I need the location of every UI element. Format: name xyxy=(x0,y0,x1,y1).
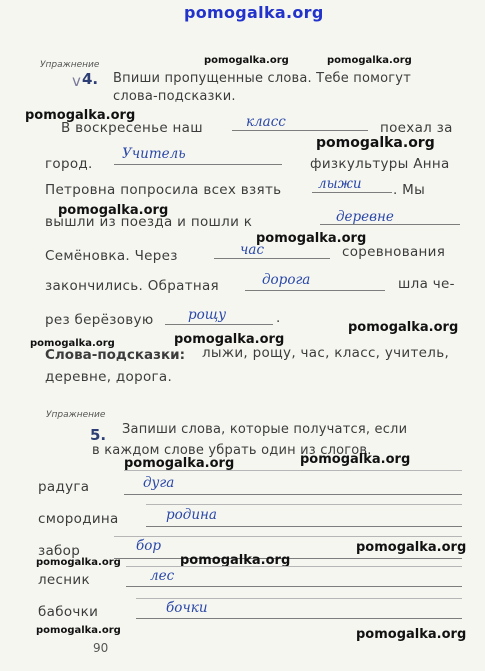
handwritten-answer: лыжи xyxy=(318,176,362,192)
exercise-task-line: в каждом слове убрать один из слогов. xyxy=(92,443,372,458)
answer-line xyxy=(146,526,462,527)
handwritten-answer: рощу xyxy=(188,307,227,323)
handwritten-answer: дуга xyxy=(143,475,175,491)
watermark: pomogalka.org xyxy=(316,135,435,151)
exercise-label: Упражнение xyxy=(46,410,106,420)
handwritten-answer: бочки xyxy=(166,600,208,616)
handwritten-answer: Учитель xyxy=(122,146,186,162)
answer-line xyxy=(320,224,460,225)
hints-title: Слова-подсказки: xyxy=(45,347,185,363)
answer-line xyxy=(136,618,462,619)
exercise-number: 4. xyxy=(82,70,99,88)
exercise-label: Упражнение xyxy=(40,60,100,70)
exercise-task-line: Впиши пропущенные слова. Тебе помогут xyxy=(113,71,411,86)
exercise-task-line: Запиши слова, которые получатся, если xyxy=(122,422,408,437)
word: лесник xyxy=(38,572,90,588)
text-fragment: . Мы xyxy=(393,182,426,198)
watermark: pomogalka.org xyxy=(327,55,412,66)
handwritten-answer: родина xyxy=(166,507,217,523)
text-fragment: В воскресенье наш xyxy=(61,120,203,136)
text-fragment: физкультуры Анна xyxy=(310,156,450,172)
watermark: pomogalka.org xyxy=(36,557,121,568)
exercise-number: 5. xyxy=(90,426,107,444)
answer-line xyxy=(114,164,282,165)
handwritten-answer: класс xyxy=(246,114,286,130)
text-fragment: соревнования xyxy=(342,244,446,260)
watermark: pomogalka.org xyxy=(180,553,291,568)
watermark: pomogalka.org xyxy=(356,627,467,642)
answer-line xyxy=(232,130,368,131)
watermark: pomogalka.org xyxy=(356,540,467,555)
text-fragment: Петровна попросила всех взять xyxy=(45,182,282,198)
answer-line xyxy=(165,324,273,325)
watermark: pomogalka.org xyxy=(124,456,235,471)
handwritten-answer: лес xyxy=(150,568,175,584)
word: радуга xyxy=(38,479,90,495)
watermark: pomogalka.org xyxy=(58,203,169,218)
hints-text: деревне, дорога. xyxy=(45,369,173,385)
answer-line xyxy=(124,494,462,495)
answer-line xyxy=(312,192,392,193)
page-number: 90 xyxy=(93,641,109,655)
hints-text: лыжи, рощу, час, класс, учитель, xyxy=(202,345,450,361)
handwritten-answer: бор xyxy=(136,538,162,554)
watermark: pomogalka.org xyxy=(174,332,285,347)
answer-line xyxy=(214,258,330,259)
text-fragment: рез берёзовую xyxy=(45,312,154,328)
handwritten-answer: дорога xyxy=(262,272,311,288)
word: забор xyxy=(38,543,81,559)
answer-line xyxy=(245,290,385,291)
text-fragment: поехал за xyxy=(380,120,453,136)
watermark: pomogalka.org xyxy=(300,452,411,467)
text-fragment: . xyxy=(276,310,281,326)
ruled-line xyxy=(124,470,462,471)
ruled-line xyxy=(126,566,462,567)
exercise-task-line: слова-подсказки. xyxy=(113,89,236,104)
ruled-line xyxy=(114,536,462,537)
watermark: pomogalka.org xyxy=(348,320,459,335)
watermark: pomogalka.org xyxy=(30,338,115,349)
handwritten-answer: час xyxy=(240,242,265,258)
text-fragment: шла че- xyxy=(398,276,455,292)
word: бабочки xyxy=(38,604,99,620)
answer-line xyxy=(126,586,462,587)
text-fragment: закончились. Обратная xyxy=(45,278,219,294)
text-fragment: город. xyxy=(45,156,93,172)
word: смородина xyxy=(38,511,119,527)
watermark: pomogalka.org xyxy=(256,231,367,246)
watermark-top: pomogalka.org xyxy=(184,3,324,22)
watermark: pomogalka.org xyxy=(36,625,121,636)
text-fragment: Семёновка. Через xyxy=(45,248,178,264)
watermark: pomogalka.org xyxy=(204,55,289,66)
text-fragment: вышли из поезда и пошли к xyxy=(45,214,253,230)
handwritten-answer: деревне xyxy=(336,209,394,225)
ruled-line xyxy=(136,598,462,599)
watermark: pomogalka.org xyxy=(25,108,136,123)
ruled-line xyxy=(146,504,462,505)
check-mark: v xyxy=(72,72,81,90)
